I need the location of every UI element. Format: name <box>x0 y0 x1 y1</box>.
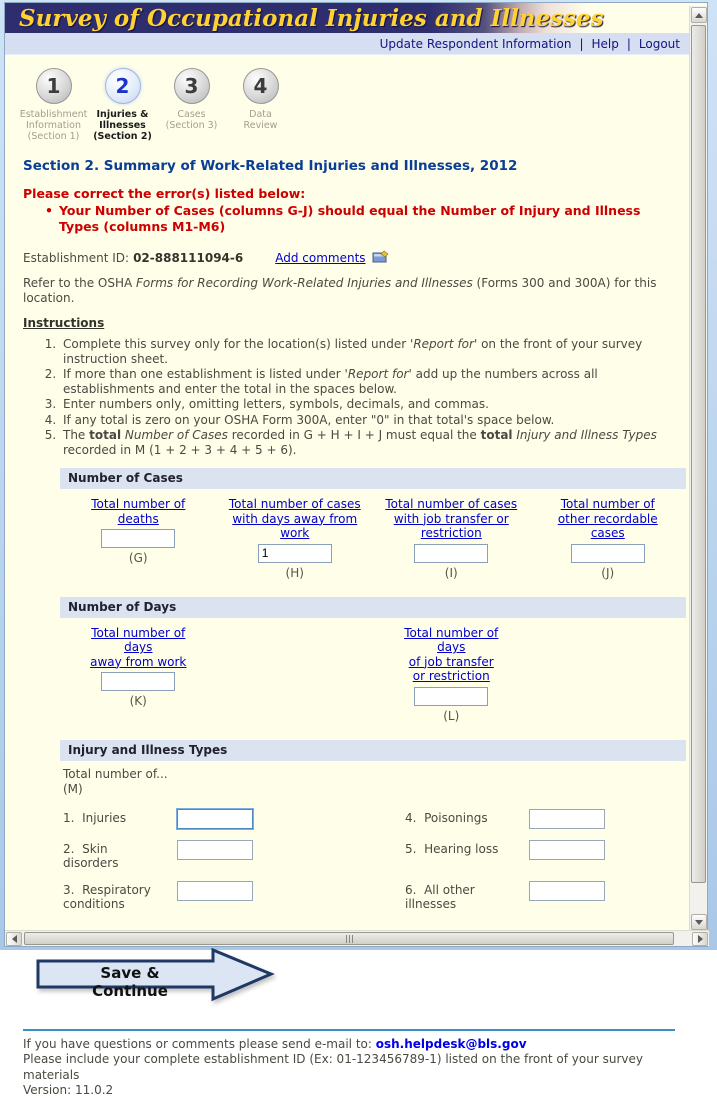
scroll-right-button[interactable] <box>692 932 708 946</box>
step-3-circle[interactable]: 3 <box>174 68 210 104</box>
skin-disorders-label: 2. Skin disorders <box>63 841 119 870</box>
total-deaths-input[interactable] <box>101 529 175 548</box>
respiratory-conditions-label: 3. Respiratory conditions <box>63 882 155 911</box>
step-1-circle[interactable]: 1 <box>36 68 72 104</box>
all-other-illnesses-label: 6. All other illnesses <box>405 882 479 911</box>
respiratory-conditions-input[interactable] <box>177 881 253 901</box>
establishment-label: Establishment ID: <box>23 251 130 265</box>
step-4-data-review[interactable]: 4 Data Review <box>226 68 295 142</box>
vertical-scrollbar[interactable] <box>689 6 707 931</box>
save-continue-button[interactable] <box>35 947 275 1003</box>
footer-id-line: Please include your complete establishment ID (Ex: 01-123456789-1) listed on the front of your survey materials <box>23 1052 643 1082</box>
footer-version: Version: 11.0.2 <box>23 1083 114 1097</box>
days-away-from-work-input[interactable] <box>101 672 175 691</box>
instruction-item: 2. If more than one establishment is listed under 'Report for' add up the numbers across all establishments and enter the total in the spaces below. <box>60 367 678 396</box>
column-letter-k: (K) <box>129 694 147 708</box>
save-continue-label[interactable]: Save & Continue <box>92 963 168 1000</box>
establishment-row <box>23 250 680 266</box>
refer-line: Refer to the OSHA Forms for Recording Work-Related Injuries and Illnesses (Forms 300 and 300A) for this location. <box>23 276 657 305</box>
step-2-circle[interactable]: 2 <box>105 68 141 104</box>
helpdesk-email-link[interactable]: osh.helpdesk@bls.gov <box>375 1036 527 1051</box>
app-title: Survey of Occupational Injuries and Illnesses <box>19 4 604 32</box>
column-letter-l: (L) <box>443 708 460 723</box>
days-away-from-work-link[interactable]: Total number of days away from work <box>90 625 187 669</box>
step-2-injuries-illnesses[interactable]: 2 Injuries & Illnesses (Section 2) <box>88 68 157 142</box>
scroll-up-icon <box>695 13 703 18</box>
instruction-item: 5. The total Number of Cases recorded in G + H + I + J must equal the total Injury and Illness Types recorded in M (1 + 2 + 3 + 4 + 5 + 6). <box>60 428 678 457</box>
top-nav <box>5 33 690 55</box>
poisonings-input[interactable] <box>529 809 605 829</box>
days-empty-column <box>217 626 374 723</box>
types-intro: Total number of... <box>63 766 168 781</box>
nav-update-respondent-info[interactable]: Update Respondent Information <box>379 36 572 51</box>
cases-job-transfer-input[interactable] <box>414 544 488 563</box>
add-comments-link[interactable]: Add comments <box>275 251 366 265</box>
establishment-id: 02-888111094-6 <box>133 251 244 265</box>
skin-disorders-input[interactable] <box>177 840 253 860</box>
cases-days-away-link[interactable]: Total number of cases with days away from work <box>228 497 361 540</box>
cases-column-h <box>217 497 374 580</box>
days-job-transfer-input[interactable] <box>414 687 488 706</box>
injuries-input[interactable] <box>177 809 253 829</box>
other-recordable-cases-input[interactable] <box>571 544 645 563</box>
injuries-label: 1. Injuries <box>63 810 127 825</box>
cases-column-g <box>60 497 217 580</box>
scroll-up-button[interactable] <box>691 7 707 23</box>
nav-separator: | <box>626 36 631 51</box>
page-viewport <box>4 2 708 1097</box>
horizontal-scrollbar[interactable] <box>5 930 709 946</box>
column-letter-i: (I) <box>444 565 458 580</box>
scroll-down-icon <box>695 920 703 925</box>
column-letter-g: (G) <box>128 551 148 565</box>
scroll-down-button[interactable] <box>691 914 707 930</box>
number-of-cases-header: Number of Cases <box>60 468 686 489</box>
total-deaths-link[interactable]: Total number of deaths <box>91 497 186 526</box>
error-message <box>23 186 680 235</box>
scroll-left-icon <box>12 935 17 943</box>
footer <box>23 1037 680 1099</box>
cases-job-transfer-link[interactable]: Total number of cases with job transfer or restriction <box>385 497 518 540</box>
number-of-days-header: Number of Days <box>60 597 686 618</box>
instruction-item: 4. If any total is zero on your OSHA Form 300A, enter "0" in that total's space below. <box>60 413 678 428</box>
hearing-loss-input[interactable] <box>529 840 605 860</box>
add-comment-icon[interactable] <box>372 251 389 267</box>
header-banner <box>5 3 690 33</box>
injury-illness-types-header: Injury and Illness Types <box>60 740 686 761</box>
nav-separator: | <box>579 36 584 51</box>
cases-column-j <box>530 497 687 580</box>
step-indicator <box>19 68 690 142</box>
vertical-scrollbar-thumb[interactable] <box>691 25 706 883</box>
footer-divider <box>23 1029 675 1031</box>
error-item: • Your Number of Cases (columns G-J) should equal the Number of Injury and Illness Types (columns M1-M6) <box>45 203 645 235</box>
number-of-cases-section <box>60 468 686 586</box>
instruction-item: 1. Complete this survey only for the location(s) listed under 'Report for' on the front of your survey instruction sheet. <box>60 337 678 366</box>
scroll-left-button[interactable] <box>6 932 22 946</box>
step-4-circle[interactable]: 4 <box>243 68 279 104</box>
instruction-item: 3. Enter numbers only, omitting letters, symbols, decimals, and commas. <box>60 397 678 412</box>
instructions-heading: Instructions <box>23 316 105 330</box>
types-m-label: (M) <box>63 781 83 796</box>
step-3-cases[interactable]: 3 Cases (Section 3) <box>157 68 226 142</box>
error-heading: Please correct the error(s) listed below: <box>23 186 306 201</box>
nav-help[interactable]: Help <box>591 36 619 51</box>
instructions-list <box>60 337 680 457</box>
days-empty-column <box>530 626 687 723</box>
footer-help-line: If you have questions or comments please send e-mail to: osh.helpdesk@bls.gov <box>23 1036 527 1051</box>
scroll-right-icon <box>698 935 703 943</box>
days-job-transfer-link[interactable]: Total number of days of job transfer or restriction <box>404 625 499 683</box>
column-letter-j: (J) <box>601 565 615 580</box>
all-other-illnesses-input[interactable] <box>529 881 605 901</box>
cases-column-i <box>373 497 530 580</box>
step-1-establishment-information[interactable]: 1 Establishment Information (Section 1) <box>19 68 88 142</box>
page-content <box>5 3 690 1097</box>
poisonings-label: 4. Poisonings <box>405 810 488 825</box>
cases-days-away-input[interactable] <box>258 544 332 563</box>
page-title: Section 2. Summary of Work-Related Injuries and Illnesses, 2012 <box>23 158 518 174</box>
nav-logout[interactable]: Logout <box>638 36 680 51</box>
other-recordable-cases-link[interactable]: Total number of other recordable cases <box>557 497 658 540</box>
number-of-days-section <box>60 597 686 729</box>
days-column-k <box>60 626 217 723</box>
days-column-l <box>373 626 530 723</box>
column-letter-h: (H) <box>285 565 304 580</box>
hearing-loss-label: 5. Hearing loss <box>405 841 499 856</box>
horizontal-scrollbar-thumb[interactable] <box>24 932 674 945</box>
injury-illness-types-section <box>60 740 686 921</box>
